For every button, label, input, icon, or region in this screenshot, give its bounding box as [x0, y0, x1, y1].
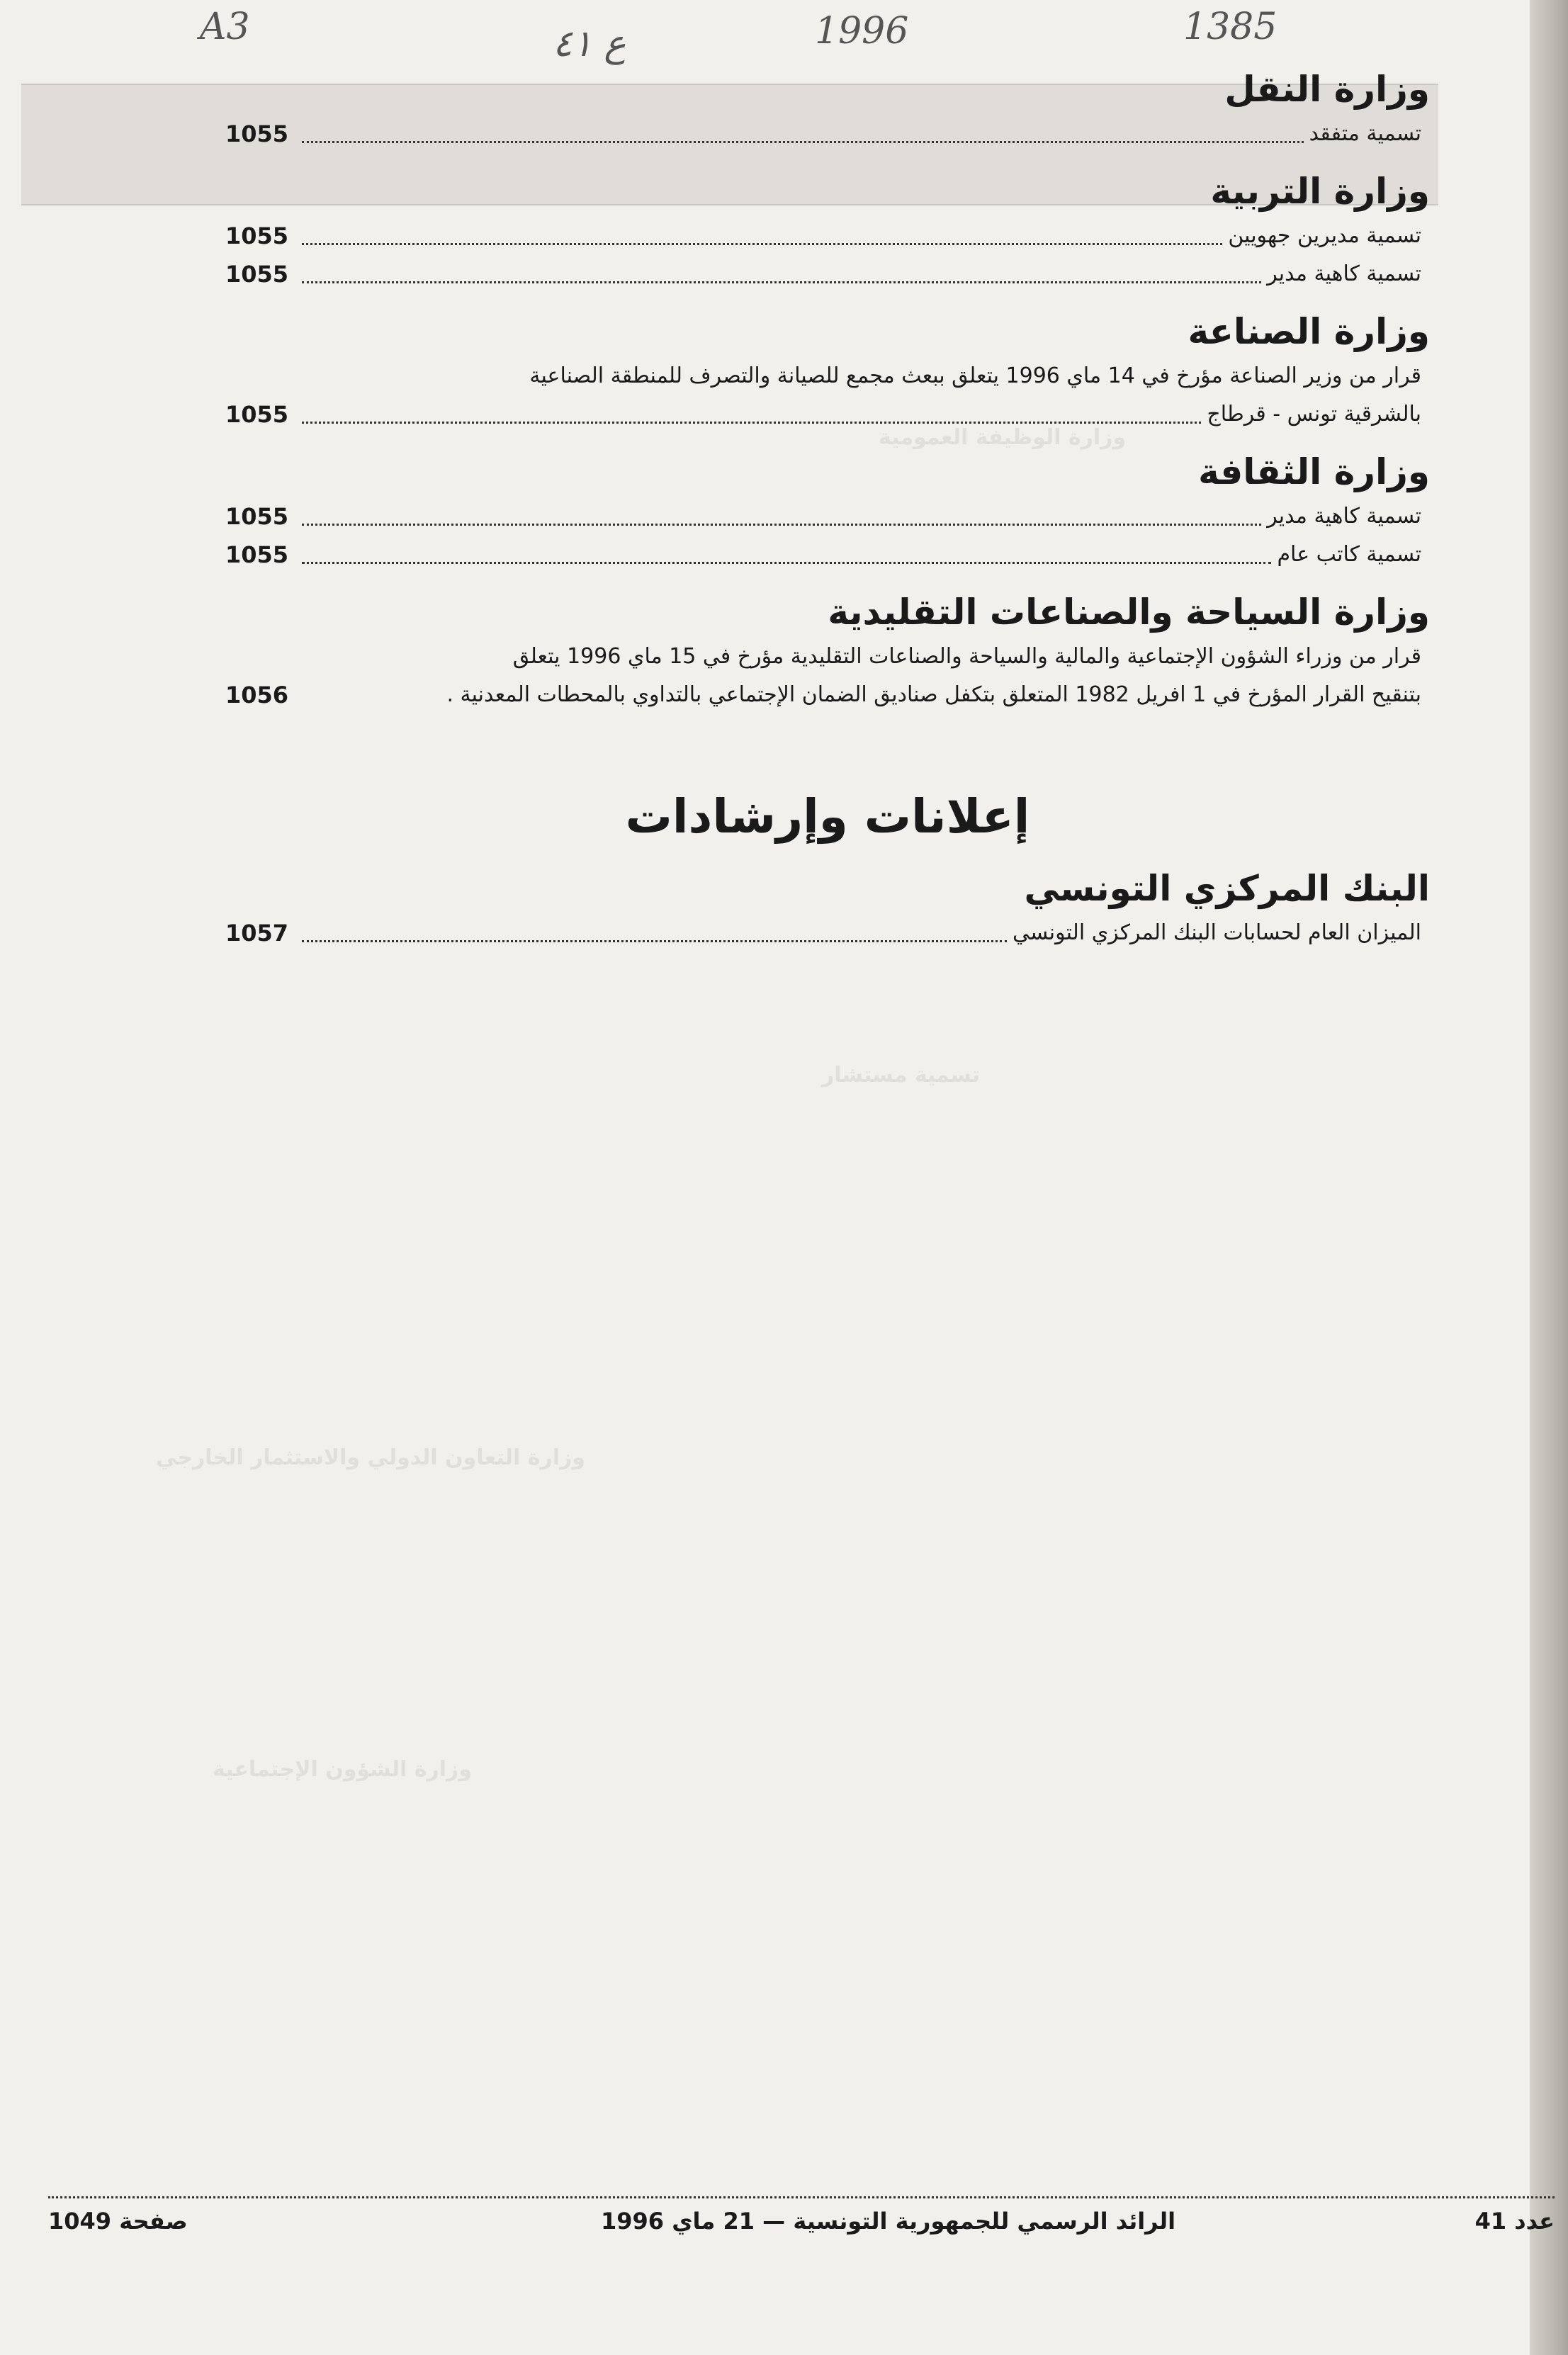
- section-title: البنك المركزي التونسي: [1024, 868, 1430, 909]
- bleed-through-text: وزارة الوظيفة العمومية: [879, 425, 1127, 450]
- toc-entry: [225, 676, 1421, 714]
- toc-entry: [225, 115, 1421, 153]
- section-industry: [225, 306, 1430, 434]
- toc-entry: [225, 536, 1421, 574]
- dot-leader: [302, 242, 1222, 245]
- entry-text: تسمية مديرين جهويين: [1228, 223, 1421, 248]
- toc-entry: [225, 255, 1421, 293]
- announcements-heading: إعلانات وإرشادات: [625, 789, 1030, 844]
- section-title: وزارة الثقافة: [1198, 451, 1430, 492]
- dot-leader: [302, 281, 1261, 283]
- page-number: صفحة 1049: [48, 2208, 188, 2235]
- section-culture: [225, 446, 1430, 574]
- entry-page: 1055: [225, 261, 289, 288]
- section-central-bank: [225, 863, 1430, 952]
- entry-text: بتنقيح القرار المؤرخ في 1 افريل 1982 المتعلق بتكفل صناديق الضمان الإجتماعي بالتداوي بالمحطات المعدنية .: [446, 682, 1421, 707]
- footer-dotted-rule: [48, 2196, 1555, 2198]
- entry-text: الميزان العام لحسابات البنك المركزي التونسي: [1013, 920, 1421, 945]
- bleed-through-text: وزارة الشؤون الإجتماعية: [213, 1757, 473, 1782]
- entry-page: 1055: [225, 541, 289, 568]
- dot-leader: [302, 523, 1261, 526]
- dot-leader: [302, 421, 1201, 424]
- entry-page: 1055: [225, 503, 289, 530]
- handwritten-note-left: A3: [200, 6, 250, 48]
- section-tourism: [225, 587, 1430, 714]
- entry-text: تسمية متفقد: [1309, 121, 1421, 146]
- toc-entry: [225, 217, 1421, 255]
- dot-leader: [302, 561, 1271, 564]
- toc-entry: [225, 914, 1421, 952]
- bleed-through-text: تسمية مستشار: [822, 1063, 981, 1088]
- entry-page: 1055: [225, 222, 289, 249]
- handwritten-note-right: 1385: [1183, 6, 1277, 48]
- entry-text: بالشرقية تونس - قرطاج: [1207, 402, 1421, 427]
- table-of-contents: [225, 64, 1430, 965]
- toc-entry: [225, 497, 1421, 536]
- entry-text: تسمية كاتب عام: [1277, 542, 1421, 567]
- entry-paragraph-line: قرار من وزير الصناعة مؤرخ في 14 ماي 1996 يتعلق ببعث مجمع للصيانة والتصرف للمنطقة الصناعية: [529, 363, 1421, 388]
- toc-entry: [225, 395, 1421, 434]
- handwritten-note-mid: ع ٤١: [553, 23, 626, 65]
- handwritten-note-year: 1996: [815, 10, 909, 52]
- entry-text: تسمية كاهية مدير: [1267, 261, 1421, 286]
- entry-page: 1056: [225, 682, 289, 708]
- entry-paragraph-line: قرار من وزراء الشؤون الإجتماعية والمالية والسياحة والصناعات التقليدية مؤرخ في 15 ماي 1996 يتعلق: [512, 644, 1421, 669]
- entry-page: 1057: [225, 920, 289, 947]
- section-title: وزارة النقل: [1224, 69, 1430, 110]
- section-education: [225, 166, 1430, 293]
- entry-page: 1055: [225, 401, 289, 428]
- entry-text: تسمية كاهية مدير: [1267, 504, 1421, 529]
- issue-number: عدد 41: [1474, 2208, 1555, 2235]
- entry-page: 1055: [225, 120, 289, 147]
- page-footer: [48, 2208, 1555, 2250]
- dot-leader: [302, 140, 1304, 143]
- section-title: وزارة التربية: [1210, 171, 1430, 212]
- scan-right-edge: [1530, 0, 1568, 2355]
- bleed-through-text: وزارة التعاون الدولي والاستثمار الخارجي: [156, 1445, 585, 1470]
- journal-title-date: الرائد الرسمي للجمهورية التونسية — 21 ماي 1996: [601, 2208, 1176, 2235]
- section-title: وزارة الصناعة: [1188, 311, 1430, 352]
- section-title: وزارة السياحة والصناعات التقليدية: [828, 592, 1430, 633]
- section-transport: [225, 64, 1430, 153]
- dot-leader: [302, 939, 1007, 942]
